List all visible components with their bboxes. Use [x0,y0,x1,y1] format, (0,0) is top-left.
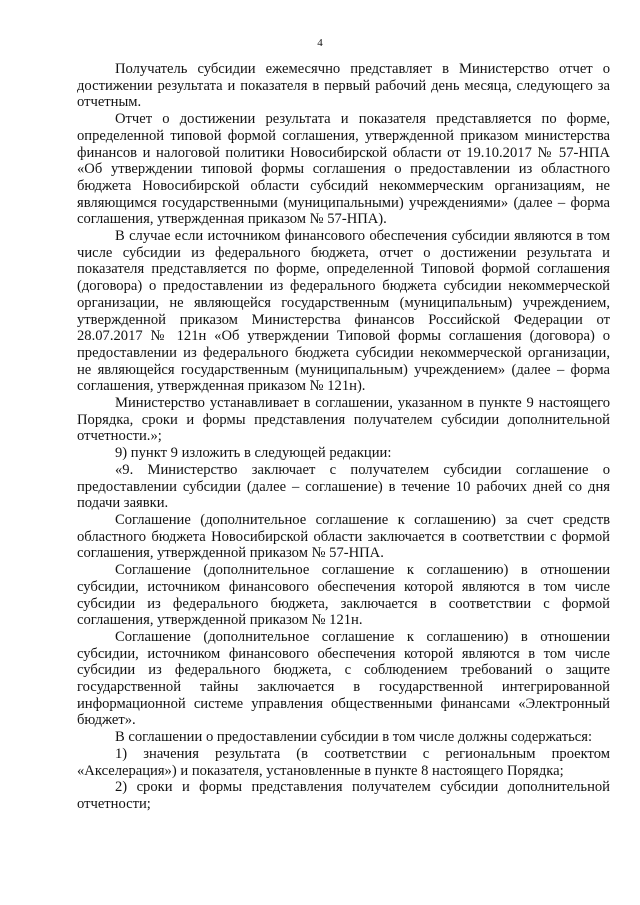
paragraph-item-9-agreement: «9. Министерство заключает с получателем субсидии соглашение о предоставлении субсидии (далее – соглашение) в течение 10 рабочих дней со дня подачи заявки. [77,461,610,512]
paragraph-electronic-budget-agreement: Соглашение (дополнительное соглашение к соглашению) в отношении субсидии, источником финансового обеспечения которой являются в том числе субсидии из федерального бюджета, с соблюдением требований о защите государственной тайны заключается в государственной интегрированной информационной системе управления общественными финансами «Электронный бюджет». [77,628,610,729]
paragraph-federal-budget-agreement: Соглашение (дополнительное соглашение к соглашению) в отношении субсидии, источником финансового обеспечения которой являются в том числе субсидии из федерального бюджета, заключается в соответствии с формой соглашения, утвержденной приказом № 121н. [77,562,610,629]
document-body [77,61,610,813]
paragraph-report-form-57-npa: Отчет о достижении результата и показателя представляется по форме, определенной типовой формой соглашения, утвержденной приказом министерства финансов и налоговой политики Новосибирской области от 19.10.2017 № 57-НПА «Об утверждении типовой формы соглашения о предоставлении из областного бюджета Новосибирской области субсидий некоммерческим организациям, не являющимся государственными (муниципальными) учреждениями» (далее – форма соглашения, утвержденная приказом № 57-НПА). [77,111,610,228]
list-item-reporting-terms: 2) сроки и формы представления получателем субсидии дополнительной отчетности; [77,779,610,812]
paragraph-regional-budget-agreement: Соглашение (дополнительное соглашение к соглашению) за счет средств областного бюджета Новосибирской области заключается в соответствии с формой соглашения, утвержденной приказом № 57-НПА. [77,511,610,562]
page-number: 4 [317,37,323,49]
paragraph-reporting-monthly: Получатель субсидии ежемесячно представляет в Министерство отчет о достижении результата и показателя в первый рабочий день месяца, следующего за отчетным. [77,61,610,111]
list-item-result-values: 1) значения результата (в соответствии с региональным проектом «Акселерация») и показателя, установленные в пункте 8 настоящего Порядка; [77,745,610,779]
paragraph-report-form-121n: В случае если источником финансового обеспечения субсидии являются в том числе субсидии из федерального бюджета, отчет о достижении результата и показателя представляется по форме, определенной Типовой формой соглашения (договора) о предоставлении из федерального бюджета субсидии некоммерческой организации, не являющейся государственным (муниципальным) учреждением, утвержденной приказом Министерства финансов Российской Федерации от 28.07.2017 № 121н «Об утверждении Типовой формы соглашения (договора) о предоставлении из федерального бюджета субсидии некоммерческой организации, не являющейся государственным (муниципальным) учреждением» (далее – форма соглашения, утвержденная приказом № 121н). [77,228,610,395]
paragraph-agreement-contents: В соглашении о предоставлении субсидии в том числе должны содержаться: [115,729,593,746]
paragraph-item-9-intro: 9) пункт 9 изложить в следующей редакции: [115,445,392,462]
paragraph-additional-reporting: Министерство устанавливает в соглашении, указанном в пункте 9 настоящего Порядка, сроки и формы представления получателем субсидии дополнительной отчетности.»; [77,395,610,445]
